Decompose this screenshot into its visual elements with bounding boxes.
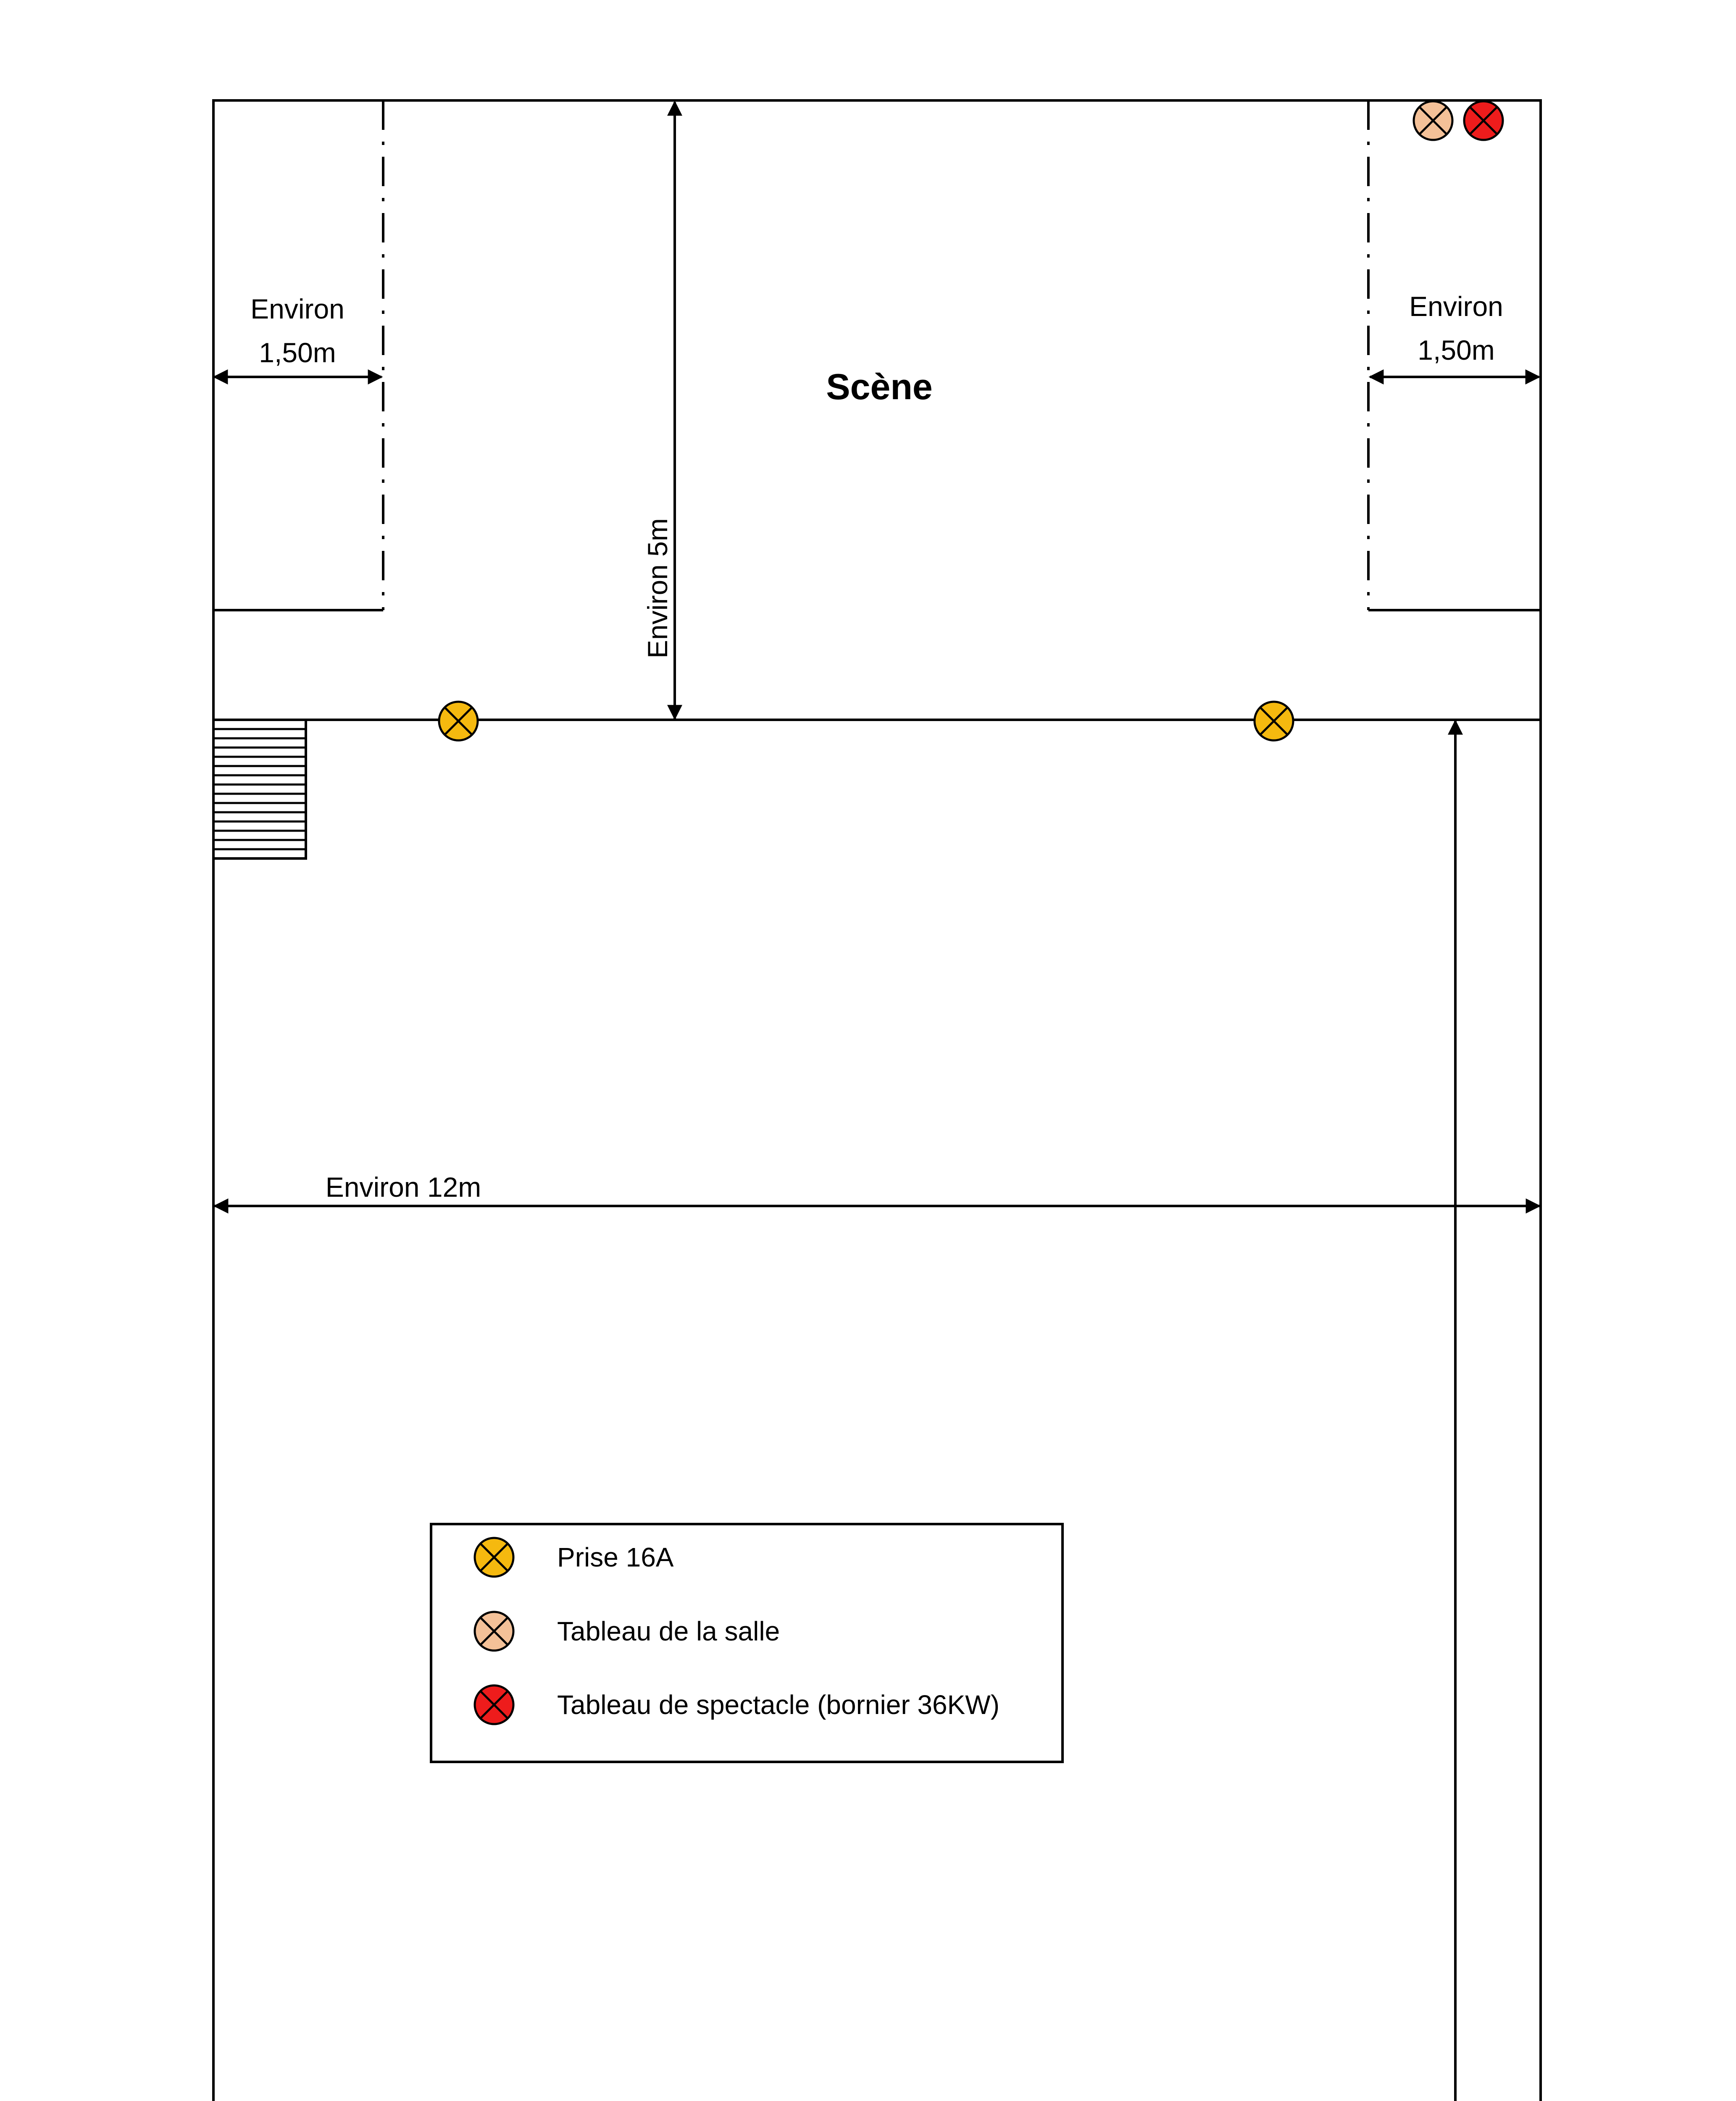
stairs bbox=[213, 720, 306, 858]
show-panel-symbol bbox=[1464, 101, 1503, 140]
room-width-label: Environ 12m bbox=[325, 1172, 481, 1203]
stage-label: Scène bbox=[826, 367, 933, 407]
left-wing-label-line2: 1,50m bbox=[259, 337, 336, 368]
legend-outlet-icon bbox=[475, 1538, 513, 1577]
left-wing-label-line1: Environ bbox=[250, 293, 345, 324]
right-wing-label-line1: Environ bbox=[1409, 291, 1503, 322]
room-panel-symbol bbox=[1414, 101, 1452, 140]
legend-show-panel-label: Tableau de spectacle (bornier 36KW) bbox=[557, 1690, 1000, 1720]
legend bbox=[431, 1524, 1063, 1762]
legend-room-panel-label: Tableau de la salle bbox=[557, 1616, 780, 1646]
legend-room-panel-icon bbox=[475, 1612, 513, 1651]
right-wing-label-line2: 1,50m bbox=[1418, 334, 1495, 366]
outlet-16a-stage-right bbox=[1255, 702, 1293, 740]
stage-depth-label: Environ 5m bbox=[642, 518, 673, 658]
outlet-16a-stage-left bbox=[439, 702, 478, 740]
legend-outlet-label: Prise 16A bbox=[557, 1542, 674, 1572]
legend-show-panel-icon bbox=[475, 1685, 513, 1724]
